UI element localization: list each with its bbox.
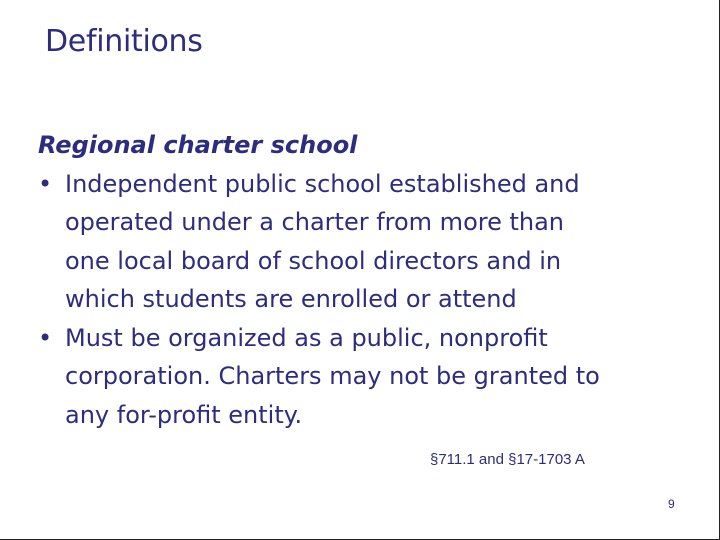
- bullet-line: operated under a charter from more than: [65, 208, 565, 236]
- bullet-line: Must be organized as a public, nonprofit: [65, 323, 548, 352]
- statute-citation: §711.1 and §17-1703 A: [430, 451, 585, 468]
- slide-title: Definitions: [45, 24, 203, 59]
- section-heading: Regional charter school: [38, 131, 358, 159]
- bullet-line: Independent public school established and: [65, 169, 580, 198]
- page-number: 9: [668, 497, 675, 511]
- bullet-line: any for-profit entity.: [65, 400, 303, 429]
- bullet-line: one local board of school directors and in: [65, 246, 562, 275]
- bullet-item-1: [38, 165, 688, 319]
- bullet-marker: •: [38, 169, 53, 198]
- bullet-line: corporation. Charters may not be granted to: [65, 362, 600, 390]
- bullet-line: which students are enrolled or attend: [65, 285, 517, 313]
- bullet-item-2: [38, 319, 688, 435]
- bullet-marker: •: [38, 323, 53, 352]
- slide-content: [38, 126, 688, 434]
